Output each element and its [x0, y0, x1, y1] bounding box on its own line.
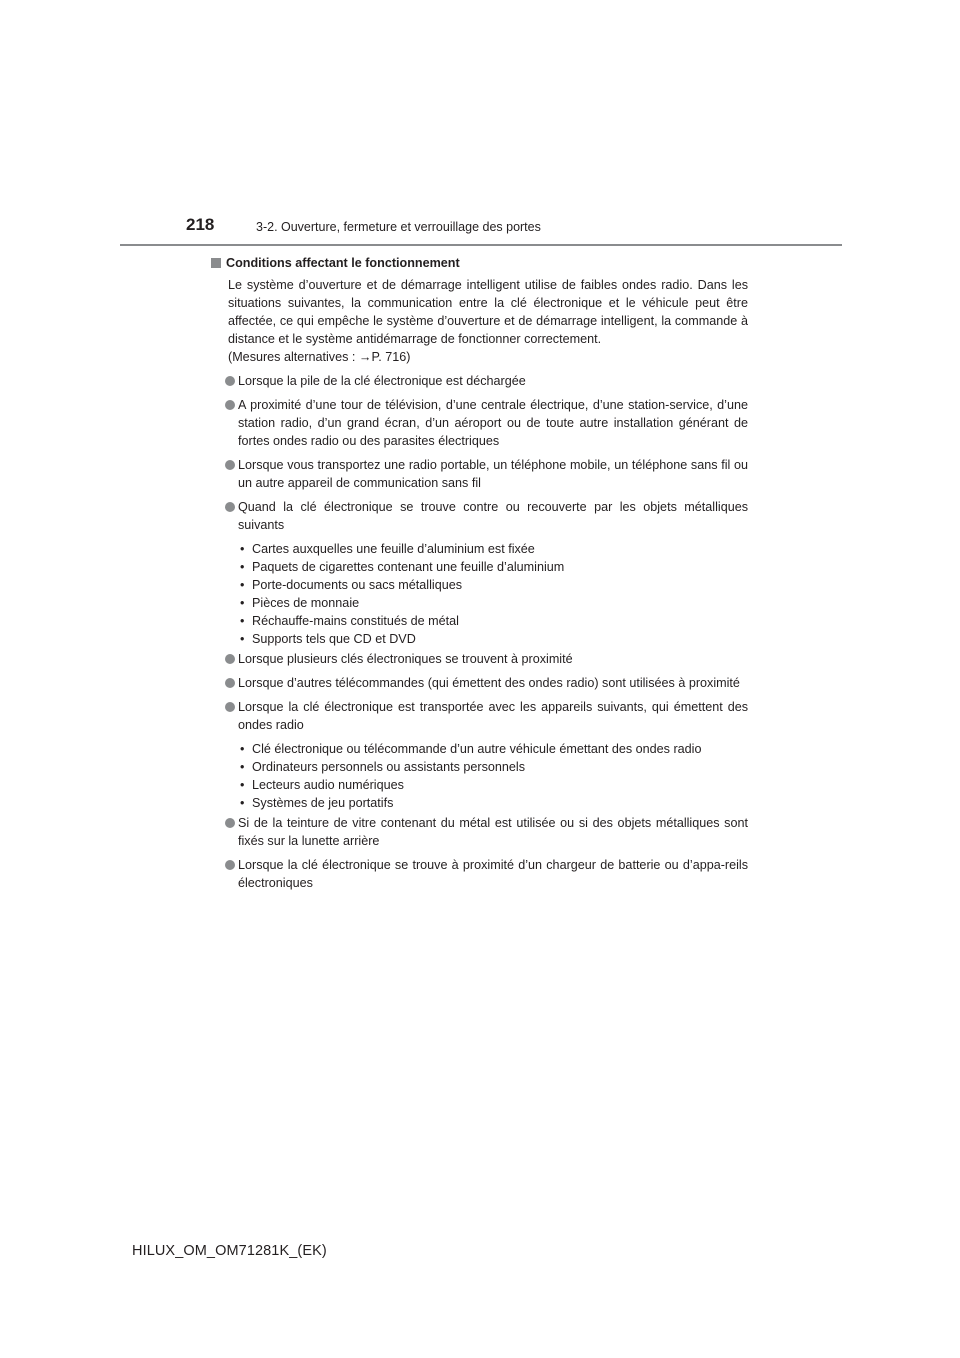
- round-bullet-icon: [225, 702, 235, 712]
- bullet-item: [211, 372, 748, 390]
- round-bullet-icon: [225, 678, 235, 688]
- section-title: 3-2. Ouverture, fermeture et verrouillage des portes: [256, 220, 541, 234]
- round-bullet-icon: [225, 400, 235, 410]
- bullet-item: [211, 396, 748, 450]
- round-bullet-icon: [225, 376, 235, 386]
- list-item: • Ordinateurs personnels ou assistants personnels: [240, 758, 748, 776]
- list-item: • Cartes auxquelles une feuille d’aluminium est fixée: [240, 540, 748, 558]
- round-bullet-icon: [225, 502, 235, 512]
- bullet-item: [211, 674, 748, 692]
- bullet-item: [211, 856, 748, 892]
- bullet-text: A proximité d’une tour de télévision, d’une centrale électrique, d’une station-service, d’une station radio, d’un grand écran, d’un aéroport ou de toute autre installation générant de fortes ondes radio ou des parasites électriques: [238, 398, 748, 448]
- bullet-text: Lorsque la clé électronique est transportée avec les appareils suivants, qui émettent des ondes radio: [238, 700, 748, 732]
- list-item: • Paquets de cigarettes contenant une feuille d’aluminium: [240, 558, 748, 576]
- list-item: • Porte-documents ou sacs métalliques: [240, 576, 748, 594]
- metal-objects-list: [211, 540, 748, 648]
- content: [211, 254, 748, 892]
- section-heading: [211, 254, 748, 272]
- bullet-item: [211, 814, 748, 850]
- intro-reference: (Mesures alternatives : →P. 716): [228, 350, 411, 364]
- list-item: • Systèmes de jeu portatifs: [240, 794, 748, 812]
- intro-paragraph: Le système d’ouverture et de démarrage intelligent utilise de faibles ondes radio. Dans les situations suivantes, la communication entre la clé électronique et le véhicule peut être affectée, ce qui empêche le système d’ouverture et de démarrage intelligent, la commande à distance et le système antidémarrage de fonctionner correctement.: [228, 278, 748, 346]
- header-rule: [120, 244, 842, 246]
- list-item: • Réchauffe-mains constitués de métal: [240, 612, 748, 630]
- list-item: • Pièces de monnaie: [240, 594, 748, 612]
- bullet-text: Lorsque plusieurs clés électroniques se trouvent à proximité: [238, 652, 573, 666]
- document-footer: HILUX_OM_OM71281K_(EK): [132, 1243, 327, 1259]
- list-item: • Supports tels que CD et DVD: [240, 630, 748, 648]
- bullet-text: Lorsque d’autres télécommandes (qui émettent des ondes radio) sont utilisées à proximité: [238, 676, 740, 690]
- bullet-text: Quand la clé électronique se trouve contre ou recouverte par les objets métalliques suivants: [238, 500, 748, 532]
- heading-text: Conditions affectant le fonctionnement: [226, 256, 460, 270]
- square-bullet-icon: [211, 258, 221, 268]
- bullet-text: Lorsque vous transportez une radio portable, un téléphone mobile, un téléphone sans fil ou un autre appareil de communication sans fil: [238, 458, 748, 490]
- bullet-item: [211, 456, 748, 492]
- page-number: 218: [186, 215, 215, 234]
- round-bullet-icon: [225, 460, 235, 470]
- list-item: • Lecteurs audio numériques: [240, 776, 748, 794]
- list-item: • Clé électronique ou télécommande d’un autre véhicule émettant des ondes radio: [240, 740, 748, 758]
- bullet-text: Lorsque la pile de la clé électronique est déchargée: [238, 374, 526, 388]
- round-bullet-icon: [225, 860, 235, 870]
- bullet-text: Lorsque la clé électronique se trouve à proximité d’un chargeur de batterie ou d’appa-reils électroniques: [238, 858, 748, 890]
- round-bullet-icon: [225, 654, 235, 664]
- bullet-item: [211, 698, 748, 734]
- bullet-text: Si de la teinture de vitre contenant du métal est utilisée ou si des objets métalliques sont fixés sur la lunette arrière: [238, 816, 748, 848]
- round-bullet-icon: [225, 818, 235, 828]
- bullet-item: [211, 498, 748, 534]
- bullet-item: [211, 650, 748, 668]
- radio-devices-list: [211, 740, 748, 812]
